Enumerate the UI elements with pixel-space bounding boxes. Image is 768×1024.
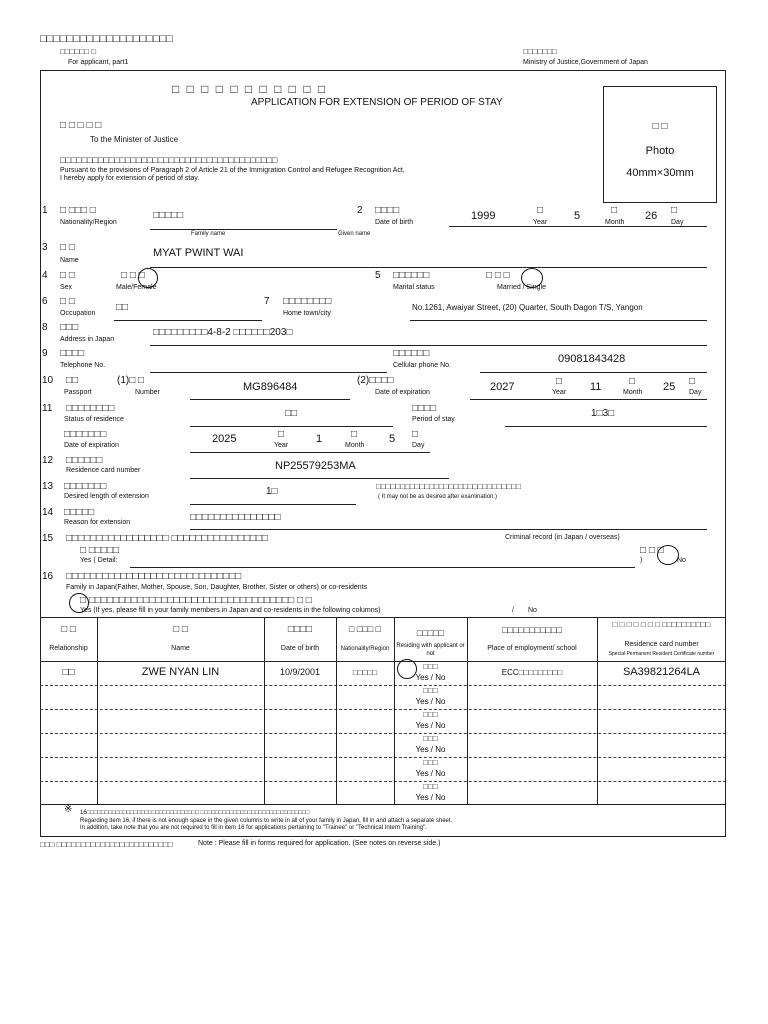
field-15-num: 15 <box>42 533 54 544</box>
family-slash: / <box>512 607 514 614</box>
passport-exp-month-jp: □ <box>629 376 636 387</box>
field-4-num: 4 <box>42 270 48 281</box>
family-yes-jp[interactable]: □ □□□□□□□□□□□□□□□□□□□□□□□□□□□□□□□□□□ □ □ <box>80 595 312 606</box>
family-en: Family in Japan(Father, Mother, Spouse, Son, Daughter, Brother, Sister or others) or co-residents <box>66 584 368 591</box>
status-value[interactable]: □□ <box>285 408 298 419</box>
passport-expiration-label: (2)□□□□ <box>357 375 394 386</box>
family-jp: □□□□□□□□□□□□□□□□□□□□□□□□□□□□□ <box>66 571 242 582</box>
dob-day-en: Day <box>671 219 684 226</box>
residence-exp-year[interactable]: 2025 <box>212 433 237 445</box>
header-card-en-2: Special Permanent Resident Certificate number <box>608 651 715 657</box>
form-sub-jp: □□□□□□ □ <box>60 47 97 56</box>
residence-card-value[interactable]: NP25579253MA <box>275 460 356 472</box>
header-dob-en: Date of birth <box>280 645 320 652</box>
occupation-jp: □ □ <box>60 296 75 307</box>
passport-number-en: Number <box>135 389 160 396</box>
field-2-num: 2 <box>357 205 363 216</box>
header-card-en: Residence card number <box>624 641 699 648</box>
title-jp: □ □ □ □ □ □ □ □ □ □ □ <box>172 82 328 96</box>
criminal-detail-underline <box>130 567 635 568</box>
form-sub-en: For applicant, part1 <box>68 59 129 66</box>
marital-jp: □□□□□□ <box>393 270 430 281</box>
criminal-no-selected-mark <box>657 545 679 565</box>
preamble-en-2: I hereby apply for extension of period of stay. <box>60 175 200 182</box>
criminal-yes-en: Yes ( Detail: <box>80 557 118 564</box>
marital-options-jp[interactable]: □ □ □ <box>486 270 510 281</box>
row-1-residing-yes-mark <box>397 659 417 679</box>
sex-en: Sex <box>60 284 73 291</box>
row-6-residing-en: Yes / No <box>415 793 446 802</box>
passport-number-underline <box>190 399 350 400</box>
sex-female-selected-mark <box>138 268 158 288</box>
header-residing-jp: □□□□□ <box>416 628 445 638</box>
family-name-en: Family name <box>191 231 226 237</box>
photo-label: Photo <box>645 145 675 157</box>
row-1-residing-jp[interactable]: □□□ <box>423 662 438 671</box>
dob-day[interactable]: 26 <box>645 210 658 222</box>
residence-exp-month-en: Month <box>345 442 365 449</box>
dob-month[interactable]: 5 <box>574 210 581 222</box>
table-row-divider-2 <box>40 709 726 710</box>
row-4-residing-en: Yes / No <box>415 745 446 754</box>
passport-exp-day-jp: □ <box>689 376 696 387</box>
residence-exp-month-jp: □ <box>351 429 358 440</box>
hometown-en: Home town/city <box>283 310 331 317</box>
cellphone-jp: □□□□□□ <box>393 348 430 359</box>
cellphone-value[interactable]: 09081843428 <box>558 353 626 365</box>
table-top-border <box>40 617 726 618</box>
family-no-en: No <box>528 607 537 614</box>
ministry-en: Ministry of Justice,Government of Japan <box>523 59 648 66</box>
row-1-residing-en: Yes / No <box>415 673 446 682</box>
passport-exp-year-jp: □ <box>556 376 563 387</box>
name-jp: □ □ <box>60 242 75 253</box>
criminal-jp: □□□□□□□□□□□□□□□□□ □□□□□□□□□□□□□□□□ <box>66 533 269 544</box>
dob-year-en: Year <box>533 219 548 226</box>
row-5-residing-en: Yes / No <box>415 769 446 778</box>
dob-underline <box>449 226 707 227</box>
occupation-underline <box>114 320 262 321</box>
occupation-en: Occupation <box>60 310 96 317</box>
sex-options-jp[interactable]: □ □ □ <box>121 270 145 281</box>
header-nationality-en: Nationality/Region <box>340 646 390 652</box>
field-10-num: 10 <box>42 375 54 386</box>
desired-length-en: Desired length of extension <box>64 493 149 500</box>
field-7-num: 7 <box>264 296 270 307</box>
ministry-jp: □□□□□□□ <box>523 47 557 56</box>
reason-jp: □□□□□ <box>64 507 95 518</box>
row-1-relationship[interactable]: □□ <box>62 667 75 678</box>
header-nationality-jp: □ □□□ □ <box>348 624 382 634</box>
dob-year[interactable]: 1999 <box>471 210 496 222</box>
reason-underline <box>190 529 707 530</box>
field-3-num: 3 <box>42 242 48 253</box>
criminal-en: Criminal record (in Japan / overseas) <box>505 534 620 541</box>
row-2-residing-jp[interactable]: □□□ <box>423 686 438 695</box>
table-row-divider-4 <box>40 757 726 758</box>
header-name-jp: □ □ <box>173 624 188 635</box>
row-1-dob[interactable]: 10/9/2001 <box>279 667 321 677</box>
criminal-no-en: No <box>677 557 686 564</box>
passport-number-value[interactable]: MG896484 <box>243 381 298 393</box>
passport-jp: □□ <box>66 375 79 386</box>
residence-exp-month[interactable]: 1 <box>316 433 323 445</box>
field-12-num: 12 <box>42 455 54 466</box>
residence-exp-jp: □□□□□□□ <box>64 429 107 440</box>
row-3-residing-en: Yes / No <box>415 721 446 730</box>
reason-en: Reason for extension <box>64 519 131 526</box>
row-4-residing-jp[interactable]: □□□ <box>423 734 438 743</box>
period-value[interactable]: 1□3□ <box>591 408 615 419</box>
header-workplace-en: Place of employment/ school <box>487 645 577 652</box>
residence-exp-day-jp: □ <box>412 429 419 440</box>
preamble-jp: □□□□□□□□□□□□□□□□□□□□□□□□□□□□□□□□□□□□□□□□ <box>60 155 278 165</box>
desired-length-note-en: ( It may not be as desired after examination.) <box>378 494 498 500</box>
marital-single-selected-mark <box>521 268 543 288</box>
telephone-en: Telephone No. <box>60 362 106 369</box>
family-yes-en: Yes (If yes, please fill in your family members in Japan and co-residents in the following columns) <box>80 607 381 614</box>
to-minister-en: To the Minister of Justice <box>90 135 179 144</box>
header-card-jp: □ □ □ □ □ □ □ □□□□□□□□□□ <box>612 620 711 629</box>
footnote-en-2: In addition, take note that you are not required to fill in item 16 for applications pertaining to "Trainee" or "Technical Intern Training". <box>80 825 427 831</box>
passport-exp-month-en: Month <box>623 389 643 396</box>
desired-length-note-jp: □□□□□□□□□□□□□□□□□□□□□□□□□□□□□□ <box>376 482 521 491</box>
hometown-jp: □□□□□□□□ <box>283 296 332 307</box>
dob-jp: □□□□ <box>375 205 400 216</box>
passport-exp-year[interactable]: 2027 <box>490 381 515 393</box>
residence-card-jp: □□□□□□ <box>66 455 103 466</box>
dob-month-en: Month <box>605 219 625 226</box>
marital-options-en: Married / Single <box>497 284 547 291</box>
bottom-note-en: Note : Please fill in forms required for application. (See notes on reverse side.) <box>198 840 441 847</box>
period-en: Period of stay <box>412 416 455 423</box>
passport-number-label: (1)□ □ <box>117 375 145 386</box>
passport-en: Passport <box>64 389 92 396</box>
table-bottom-border <box>40 804 726 805</box>
field-16-num: 16 <box>42 571 54 582</box>
footnote-en-1: Regarding item 16, if there is not enough space in the given columns to write in all of your family in Japan, fill in and attach a separate sheet. <box>80 818 453 824</box>
field-8-num: 8 <box>42 322 48 333</box>
family-yes-selected-mark <box>69 593 89 613</box>
row-2-residing-en: Yes / No <box>415 697 446 706</box>
hometown-underline <box>410 320 707 321</box>
status-en: Status of residence <box>64 416 124 423</box>
period-jp: □□□□ <box>412 403 437 414</box>
sex-jp: □ □ <box>60 270 75 281</box>
criminal-paren: ) <box>640 557 643 564</box>
nationality-value[interactable]: □□□□□ <box>153 210 184 221</box>
dob-month-jp: □ <box>611 205 618 216</box>
field-5-num: 5 <box>375 270 381 281</box>
dob-day-jp: □ <box>671 205 678 216</box>
criminal-yes-jp[interactable]: □ □□□□□ <box>80 545 120 556</box>
residence-exp-day[interactable]: 5 <box>389 433 396 445</box>
field-1-num: 1 <box>42 205 48 216</box>
residence-card-underline <box>190 478 449 479</box>
address-value[interactable]: □□□□□□□□□4-8-2 □□□□□□203□ <box>153 327 293 338</box>
address-en: Address in Japan <box>60 336 115 343</box>
desired-length-underline <box>190 504 356 505</box>
telephone-underline <box>150 372 387 373</box>
residence-exp-en: Date of expiration <box>64 442 119 449</box>
name-underline <box>150 267 707 268</box>
occupation-value[interactable]: □□ <box>116 302 129 313</box>
residence-exp-year-jp: □ <box>278 429 285 440</box>
field-14-num: 14 <box>42 507 54 518</box>
row-6-residing-jp[interactable]: □□□ <box>423 782 438 791</box>
criminal-no-jp[interactable]: □ □ □ <box>640 545 664 556</box>
dob-en: Date of birth <box>375 219 414 226</box>
field-9-num: 9 <box>42 348 48 359</box>
header-residing-en: Residing with applicant or not <box>396 643 465 657</box>
title-en: APPLICATION FOR EXTENSION OF PERIOD OF STAY <box>251 97 503 108</box>
table-row-divider-1 <box>40 685 726 686</box>
table-header-border <box>40 661 726 662</box>
desired-length-value[interactable]: 1□ <box>266 486 278 497</box>
name-en: Name <box>60 257 79 264</box>
hometown-value[interactable]: No.1261, Awaiyar Street, (20) Quarter, South Dagon T/S, Yangon <box>412 303 643 312</box>
residence-card-en: Residence card number <box>66 467 141 474</box>
nationality-underline <box>150 229 337 230</box>
status-jp: □□□□□□□□ <box>66 403 115 414</box>
nationality-jp: □ □□□ □ <box>60 205 96 216</box>
passport-exp-month[interactable]: 11 <box>590 381 602 393</box>
row-1-workplace[interactable]: ECC□□□□□□□□□ <box>501 668 563 677</box>
photo-size: 40mm×30mm <box>626 167 694 179</box>
to-minister-jp: □ □ □ □ □ <box>60 120 102 131</box>
preamble-en-1: Pursuant to the provisions of Paragraph 2 of Article 21 of the Immigration Control and Refugee Recognition Act, <box>60 167 405 174</box>
telephone-jp: □□□□ <box>60 348 85 359</box>
nationality-en: Nationality/Region <box>60 219 117 226</box>
row-3-residing-jp[interactable]: □□□ <box>423 710 438 719</box>
row-5-residing-jp[interactable]: □□□ <box>423 758 438 767</box>
row-1-name[interactable]: ZWE NYAN LIN <box>141 666 220 678</box>
passport-exp-day-en: Day <box>689 389 702 396</box>
field-11-num: 11 <box>42 403 53 414</box>
header-name-en: Name <box>171 645 190 652</box>
status-underline <box>190 426 393 427</box>
field-13-num: 13 <box>42 481 54 492</box>
sex-options-en: Male/Female <box>116 284 157 291</box>
header-relationship-en: Relationship <box>49 645 88 652</box>
passport-exp-day[interactable]: 25 <box>663 381 676 393</box>
header-relationship-jp: □ □ <box>61 624 76 635</box>
form-code: □□□□□□□□□□□□□□□□□□□□ <box>40 33 173 45</box>
cellphone-en: Cellular phone No. <box>393 362 451 369</box>
address-jp: □□□ <box>60 322 79 333</box>
given-name-en: Given name <box>338 231 371 237</box>
address-underline <box>150 345 707 346</box>
header-workplace-jp: □□□□□□□□□□□ <box>502 625 562 635</box>
residence-exp-year-en: Year <box>274 442 289 449</box>
reason-value[interactable]: □□□□□□□□□□□□□□□ <box>190 512 281 523</box>
cellphone-underline <box>480 372 707 373</box>
name-value[interactable]: MYAT PWINT WAI <box>153 247 244 259</box>
footnote-mark: ※ <box>64 804 73 815</box>
row-1-card[interactable]: SA39821264LA <box>622 666 701 678</box>
passport-exp-year-en: Year <box>552 389 567 396</box>
passport-expiration-en: Date of expiration <box>375 389 430 396</box>
table-row-divider-5 <box>40 781 726 782</box>
header-dob-jp: □□□□ <box>287 624 313 635</box>
residence-exp-underline <box>190 452 430 453</box>
photo-jp: □ □ <box>652 121 668 132</box>
marital-en: Marital status <box>393 284 435 291</box>
period-underline <box>505 426 707 427</box>
bottom-note-jp: □□□ □□□□□□□□□□□□□□□□□□□□□□□□ <box>40 840 173 849</box>
footnote-jp: 16□□□□□□□□□□□□□□□□□□□□□□□□□□□□□□□ □□□□□□□□□□□□□□□□□□□□□□□□□□□□□□ <box>80 810 310 816</box>
passport-exp-underline <box>470 399 707 400</box>
field-6-num: 6 <box>42 296 48 307</box>
dob-year-jp: □ <box>537 205 544 216</box>
residence-exp-day-en: Day <box>412 442 425 449</box>
table-row-divider-3 <box>40 733 726 734</box>
row-1-nationality[interactable]: □□□□□ <box>352 668 378 677</box>
desired-length-jp: □□□□□□□ <box>64 481 107 492</box>
